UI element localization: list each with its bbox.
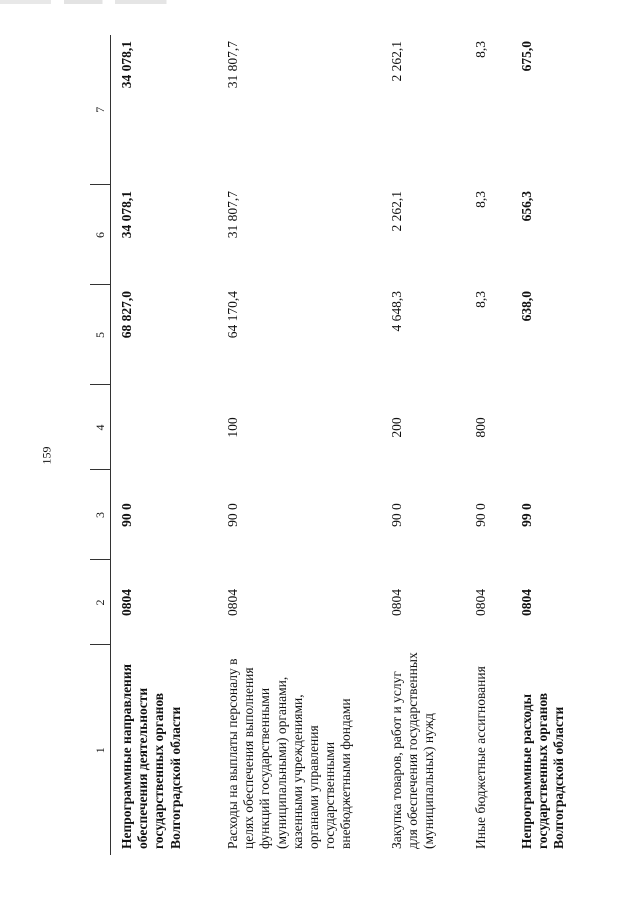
row-expense-type: 800 bbox=[473, 417, 488, 438]
row-value-col6: 2 262,1 bbox=[389, 191, 404, 232]
scan-artifact bbox=[0, 0, 640, 4]
row-value-col6: 34 078,1 bbox=[119, 191, 134, 239]
row-target-article: 90 0 bbox=[225, 503, 240, 527]
row-section-code: 0804 bbox=[225, 589, 240, 616]
row-section-code: 0804 bbox=[389, 589, 404, 616]
rotated-page-content bbox=[90, 35, 567, 855]
row-value-col5: 4 648,3 bbox=[389, 291, 404, 332]
row-section-code: 0804 bbox=[473, 589, 488, 616]
budget-table bbox=[90, 35, 595, 855]
row-name: Закупка товаров, работ и услуг для обеспечения государственных (муниципальных) нужд bbox=[389, 652, 437, 849]
row-value-col7: 675,0 bbox=[519, 41, 534, 72]
row-target-article: 90 0 bbox=[473, 503, 488, 527]
row-target-article: 99 0 bbox=[519, 503, 534, 527]
row-section-code: 0804 bbox=[519, 589, 534, 616]
header-col-5: 5 bbox=[90, 285, 111, 385]
header-col-1: 1 bbox=[90, 645, 111, 855]
table-header-row bbox=[90, 35, 111, 855]
row-value-col6: 656,3 bbox=[519, 191, 534, 222]
header-col-7: 7 bbox=[90, 35, 111, 185]
row-value-col5: 64 170,4 bbox=[225, 291, 240, 339]
row-value-col7: 2 262,1 bbox=[389, 41, 404, 82]
table-row bbox=[381, 35, 465, 855]
row-value-col5: 8,3 bbox=[473, 291, 488, 308]
table-row bbox=[465, 35, 511, 855]
row-expense-type bbox=[111, 385, 218, 470]
table-row bbox=[217, 35, 381, 855]
row-value-col5: 638,0 bbox=[519, 291, 534, 322]
row-value-col7: 8,3 bbox=[473, 41, 488, 58]
row-expense-type: 200 bbox=[389, 417, 404, 438]
row-name: Расходы на выплаты персоналу в целях обеспечения выполнения функций государственными (муниципальными) органами, казенными учреждениями, органами управления государственными внебюджетными фондами bbox=[225, 658, 354, 849]
header-col-2: 2 bbox=[90, 560, 111, 645]
row-expense-type bbox=[511, 385, 595, 470]
row-target-article: 90 0 bbox=[119, 503, 134, 527]
row-section-code: 0804 bbox=[119, 589, 134, 616]
table-row bbox=[111, 35, 218, 855]
row-value-col6: 8,3 bbox=[473, 191, 488, 208]
row-value-col5: 68 827,0 bbox=[119, 291, 134, 339]
header-col-3: 3 bbox=[90, 470, 111, 560]
row-value-col6: 31 807,7 bbox=[225, 191, 240, 239]
header-col-6: 6 bbox=[90, 185, 111, 285]
row-value-col7: 31 807,7 bbox=[225, 41, 240, 89]
row-name: Непрограммные расходы государственных органов Волгоградской области bbox=[519, 692, 567, 849]
table-row bbox=[511, 35, 595, 855]
header-col-4: 4 bbox=[90, 385, 111, 470]
row-value-col7: 34 078,1 bbox=[119, 41, 134, 89]
row-name: Непрограммные направления обеспечения деятельности государственных органов Волгоградской области bbox=[119, 664, 183, 849]
row-target-article: 90 0 bbox=[389, 503, 404, 527]
row-expense-type: 100 bbox=[225, 417, 240, 438]
row-name: Иные бюджетные ассигнования bbox=[473, 666, 488, 849]
page-number: 159 bbox=[39, 446, 54, 465]
